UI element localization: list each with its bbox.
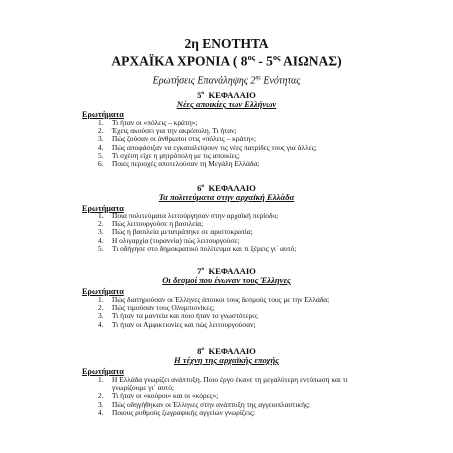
chapter-8-title: Η τέχνη της αρχαϊκής εποχής <box>173 355 280 365</box>
main-title-sup-1: ος <box>247 53 255 62</box>
question-text: Πώς η βασιλεία μετατράπηκε σε αριστοκρατία; <box>112 227 253 237</box>
chapter-number-sup: ο <box>201 266 205 272</box>
chapter-number-sup: ο <box>201 183 205 189</box>
question-number: 4. <box>98 319 104 329</box>
chapter-7-title: Οι δεσμοί που ένωναν τους Έλληνες <box>162 275 291 285</box>
chapter-6-title: Τα πολιτεύματα στην αρχαϊκή Ελλάδα <box>158 192 295 202</box>
chapter-5-questions-label: Ερωτήματα <box>82 110 124 119</box>
chapter-number: 6 <box>197 182 202 193</box>
chapter-5-questions <box>98 119 368 168</box>
question-number: 2. <box>98 303 104 313</box>
question-number: 1. <box>98 118 104 127</box>
question-text: Τι ήταν οι «πόλεις – κράτη»; <box>112 118 198 127</box>
list-item <box>98 245 368 253</box>
question-number: 3. <box>98 311 104 321</box>
chapter-6-questions <box>98 212 368 253</box>
question-number: 3. <box>98 134 104 144</box>
question-number: 4. <box>98 235 104 245</box>
list-item <box>98 376 368 392</box>
main-title-suffix: ΑΙΩΝΑΣ) <box>280 53 342 69</box>
question-text: Ποιες περιοχές αποτελούσαν τη Μεγάλη Ελλάδα; <box>112 159 260 169</box>
question-number: 5. <box>98 243 104 253</box>
chapter-label: ΚΕΦΑΛΑΙΟ <box>208 345 256 356</box>
question-number: 5. <box>98 150 104 160</box>
unit-title: 2η ΕΝΟΤΗΤΑ <box>184 36 269 51</box>
chapter-7-questions-label: Ερωτήματα <box>82 287 124 296</box>
question-number: 1. <box>98 211 104 220</box>
question-text: Ποια πολιτεύματα λειτούργησαν στην αρχαϊκή περίοδο; <box>112 211 279 220</box>
question-number: 2. <box>98 126 104 136</box>
question-text: Πώς αποφάσιζαν να εγκαταλείψουν τις νέες πατρίδες τους για άλλες; <box>112 142 317 152</box>
question-text: Έχεις ακούσει για την ακρόπολη. Τι ήταν; <box>112 126 237 136</box>
question-number: 6. <box>98 159 104 169</box>
question-text: Πώς οδηγήθηκαν οι Έλληνες στην ανάπτυξη της αγγειοπλαστικής; <box>112 399 310 409</box>
question-number: 1. <box>98 375 104 384</box>
question-number: 4. <box>98 407 104 417</box>
question-text: Τι ήταν τα μαντεία και ποιο ήταν το γνωστότερο; <box>112 311 259 321</box>
question-number: 2. <box>98 219 104 229</box>
chapter-7-questions <box>98 296 368 329</box>
chapter-8-questions-label: Ερωτήματα <box>82 367 124 376</box>
question-number: 2. <box>98 391 104 401</box>
question-text: Πώς διατηρούσαν οι Έλληνες άποικοι τους δεσμούς τους με την Ελλάδα; <box>112 295 330 304</box>
question-text: Πώς τιμούσαν τους Ολυμπιονίκες; <box>112 303 215 313</box>
chapter-8-questions <box>98 376 368 417</box>
chapter-number: 7 <box>197 265 202 276</box>
question-text: Πώς λειτουργούσε η βασιλεία; <box>112 219 204 229</box>
question-text: Η ολιγαρχία (τυραννία) πώς λειτουργούσε; <box>112 235 240 245</box>
question-text: Ποιους ρυθμούς ζωγραφικής αγγείων γνωρίζεις; <box>112 407 255 417</box>
question-text: Τι ήταν οι Αμφικτιονίες και πώς λειτουργούσαν; <box>112 319 256 329</box>
subtitle <box>0 72 453 87</box>
list-item <box>98 409 368 417</box>
main-title-sup-2: ος <box>272 53 281 62</box>
subtitle-suffix: Ενότητας <box>260 75 301 87</box>
chapter-number: 8 <box>197 345 202 356</box>
chapter-label: ΚΕΦΑΛΑΙΟ <box>208 182 256 193</box>
main-title <box>0 50 453 69</box>
main-title-middle: - 5 <box>254 53 273 69</box>
chapter-number: 5 <box>197 89 202 100</box>
question-text: Τι ήταν οι «κούροι» και οι «κόρες»; <box>112 391 219 401</box>
chapter-number-sup: ο <box>201 346 205 352</box>
chapter-5-title: Νέες αποικίες των Ελλήνων <box>176 99 277 109</box>
subtitle-sup: ης <box>255 75 261 81</box>
question-text: Πώς ζούσαν οι άνθρωποι στις «πόλεις – κράτη»; <box>112 134 256 144</box>
question-number: 3. <box>98 399 104 409</box>
chapter-label: ΚΕΦΑΛΑΙΟ <box>208 265 256 276</box>
list-item <box>98 160 368 168</box>
main-title-prefix: ΑΡΧΑΪΚΑ ΧΡΟΝΙΑ ( 8 <box>111 53 248 69</box>
chapter-6-questions-label: Ερωτήματα <box>82 204 124 213</box>
chapter-label: ΚΕΦΑΛΑΙΟ <box>208 89 256 100</box>
subtitle-prefix: Ερωτήσεις Επανάληψης 2 <box>152 75 256 87</box>
chapter-number-sup: ο <box>201 90 205 96</box>
list-item <box>98 321 368 329</box>
question-text: Τι σχέση είχε η μητρόπολη με τις αποικίες; <box>112 150 240 160</box>
question-number: 3. <box>98 227 104 237</box>
question-text: Η Ελλάδα γνωρίζει ανάπτυξη. Ποιο έργο έκανε τη μεγαλύτερη εντύπωση και τι γνωρίζουμε γι΄ αυτό; <box>112 375 348 393</box>
question-number: 4. <box>98 142 104 152</box>
question-text: Τι οδήγησε στο δημοκρατικό πολίτευμα και τι ξέρεις γι΄ αυτό; <box>112 243 297 253</box>
question-number: 1. <box>98 295 104 304</box>
